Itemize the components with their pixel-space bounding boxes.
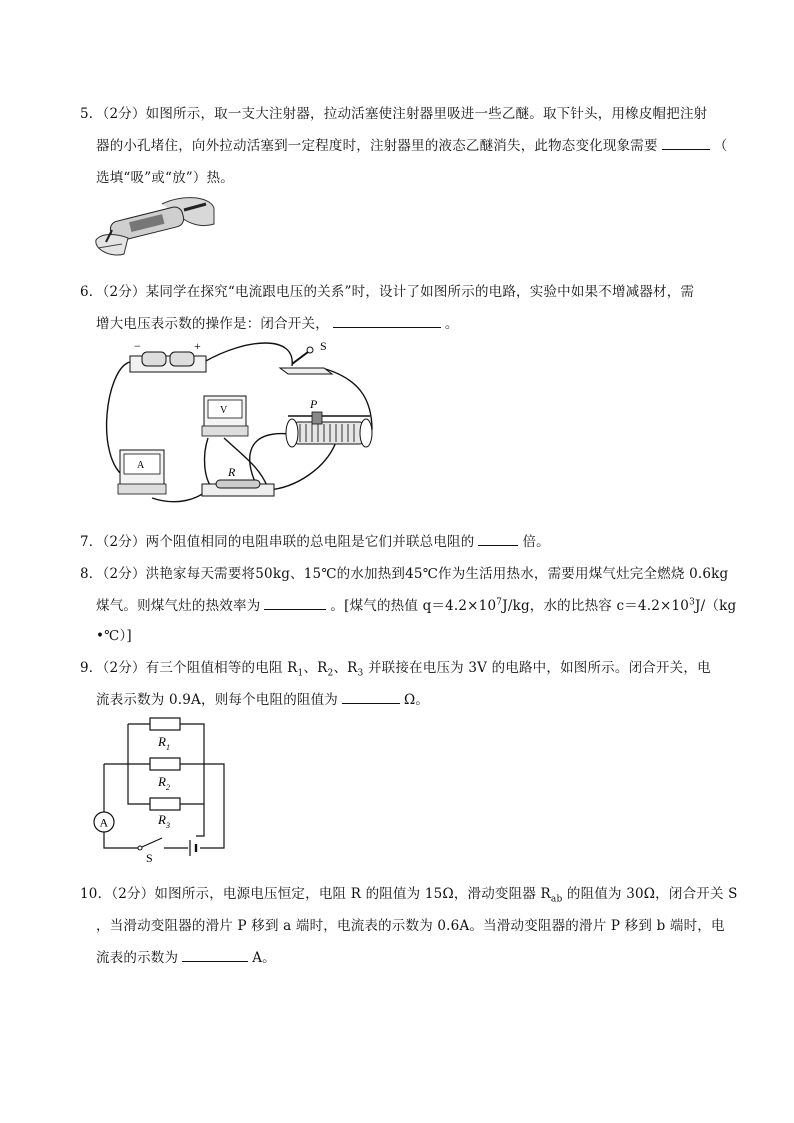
q9-text-2-tail: Ω。 bbox=[404, 692, 430, 708]
voltmeter-label: V bbox=[220, 405, 228, 416]
q8-exp-2: 3 bbox=[689, 597, 696, 608]
q10-text-3: 流表的示数为 bbox=[96, 950, 179, 966]
circuit-figure-q9 bbox=[92, 712, 232, 864]
q9-line2 bbox=[96, 688, 429, 708]
q8-line2 bbox=[96, 594, 736, 614]
q9-score: （2分） bbox=[102, 660, 146, 676]
q8-text-2-b: J/kg，水的比热容 c＝4.2×10 bbox=[502, 598, 690, 614]
q6-score: （2分） bbox=[102, 284, 146, 300]
q5-line1 bbox=[80, 102, 707, 122]
q9-answer-blank[interactable] bbox=[342, 691, 400, 704]
q10-sub: ab bbox=[550, 894, 563, 905]
q8-exp-1: 7 bbox=[496, 597, 503, 608]
q10-text-1-a: 如图所示，电源电压恒定，电阻 R 的阻值为 15Ω，滑动变阻器 R bbox=[154, 886, 551, 902]
resistor-label: R bbox=[228, 465, 236, 479]
r2-subscript: 2 bbox=[165, 783, 170, 792]
q7-text-1-tail: 倍。 bbox=[522, 534, 550, 550]
q9-text-1-a: 有三个阻值相等的电阻 R bbox=[145, 660, 298, 676]
battery-plus-label: + bbox=[194, 339, 201, 353]
q8-text-1: 洪艳家每天需要将50kg、15℃的水加热到45℃作为生活用热水，需要用煤气灶完全燃烧 0.6kg bbox=[145, 566, 729, 582]
q10-text-2: ，当滑动变阻器的滑片 P 移到 a 端时，电流表的示数为 0.6A。当滑动变阻器的滑片 P 移到 b 端时，电 bbox=[96, 918, 725, 934]
q7-answer-blank[interactable] bbox=[478, 533, 518, 546]
q5-score: （2分） bbox=[102, 106, 146, 122]
ammeter-symbol-label: A bbox=[99, 815, 109, 830]
resistor-r1 bbox=[150, 718, 180, 730]
r1-subscript: 1 bbox=[165, 743, 170, 752]
q5-text-2-tail: （ bbox=[713, 138, 728, 154]
q9-text-1-b: 、R bbox=[303, 660, 328, 676]
q8-line1 bbox=[80, 562, 728, 582]
q6-number: 6． bbox=[80, 284, 103, 300]
q8-number: 8． bbox=[80, 566, 103, 582]
r2-label: R bbox=[158, 774, 166, 789]
q9-number: 9． bbox=[80, 660, 103, 676]
q9-sub-1: 1 bbox=[297, 668, 304, 679]
resistor-r3 bbox=[150, 798, 180, 810]
q5-text-3: 选填“吸”或“放”）热。 bbox=[96, 170, 235, 186]
r3-subscript: 3 bbox=[165, 821, 170, 830]
q5-answer-blank[interactable] bbox=[662, 137, 710, 150]
q9-sub-2: 2 bbox=[327, 668, 334, 679]
q5-line2 bbox=[96, 134, 727, 154]
q7-number: 7． bbox=[80, 534, 103, 550]
svg-text:R3 bbox=[157, 812, 170, 830]
circuit-figure-q6 bbox=[96, 338, 382, 516]
q9-text-1-d: 并联接在电压为 3V 的电路中，如图所示。闭合开关，电 bbox=[363, 660, 711, 676]
switch-label: S bbox=[320, 339, 327, 353]
q9-text-2: 流表示数为 0.9A，则每个电阻的阻值为 bbox=[96, 692, 339, 708]
resistor-r2 bbox=[150, 758, 180, 770]
q9-sub-3: 3 bbox=[357, 668, 364, 679]
q5-number: 5． bbox=[80, 106, 103, 122]
switch-symbol-label: S bbox=[146, 851, 153, 864]
r3-label: R bbox=[158, 812, 166, 827]
svg-text:R2 bbox=[157, 774, 170, 792]
q5-line3 bbox=[96, 166, 234, 186]
q10-line1 bbox=[80, 882, 738, 905]
q5-text-2: 器的小孔堵住，向外拉动活塞到一定程度时，注射器里的液态乙醚消失，此物态变化现象需要 bbox=[96, 138, 658, 154]
q6-text-2: 增大电压表示数的操作是：闭合开关， bbox=[96, 316, 329, 332]
q8-text-3: •℃）] bbox=[96, 628, 132, 644]
q8-text-2-a: 。[煤气的热值 q＝4.2×10 bbox=[330, 598, 497, 614]
q9-line1 bbox=[80, 656, 711, 679]
q5-text-1: 如图所示，取一支大注射器，拉动活塞使注射器里吸进一些乙醚。取下针头，用橡皮帽把注射 bbox=[145, 106, 708, 122]
slider-label: P bbox=[310, 397, 318, 411]
q6-text-1: 某同学在探究“电流跟电压的关系”时，设计了如图所示的电路，实验中如果不增减器材，需 bbox=[145, 284, 695, 300]
q10-answer-blank[interactable] bbox=[182, 949, 248, 962]
q10-number: 10． bbox=[80, 886, 112, 902]
q10-score: （2分） bbox=[111, 886, 155, 902]
q10-text-1-b: 的阻值为 30Ω，闭合开关 S bbox=[562, 886, 738, 902]
q7-score: （2分） bbox=[102, 534, 146, 550]
q8-text-2: 煤气。则煤气灶的热效率为 bbox=[96, 598, 261, 614]
q7-text-1: 两个阻值相同的电阻串联的总电阻是它们并联总电阻的 bbox=[145, 534, 475, 550]
svg-text:R1 bbox=[157, 734, 170, 752]
q6-line2 bbox=[96, 312, 459, 332]
ammeter-label: A bbox=[137, 460, 145, 471]
q6-text-2-tail: 。 bbox=[444, 316, 459, 332]
q6-answer-blank[interactable] bbox=[333, 315, 441, 328]
q10-line2 bbox=[96, 914, 725, 934]
q9-text-1-c: 、R bbox=[333, 660, 358, 676]
q8-line3 bbox=[96, 624, 132, 644]
q8-score: （2分） bbox=[102, 566, 146, 582]
q7-line1 bbox=[80, 530, 550, 550]
battery-minus-label: − bbox=[134, 339, 141, 353]
r1-label: R bbox=[158, 734, 166, 749]
q10-line3 bbox=[96, 946, 276, 966]
q6-line1 bbox=[80, 280, 694, 300]
syringe-figure bbox=[92, 194, 216, 262]
q8-text-2-c: J/（kg bbox=[695, 598, 737, 614]
q10-text-3-tail: A。 bbox=[252, 950, 276, 966]
q8-answer-blank[interactable] bbox=[264, 597, 326, 610]
